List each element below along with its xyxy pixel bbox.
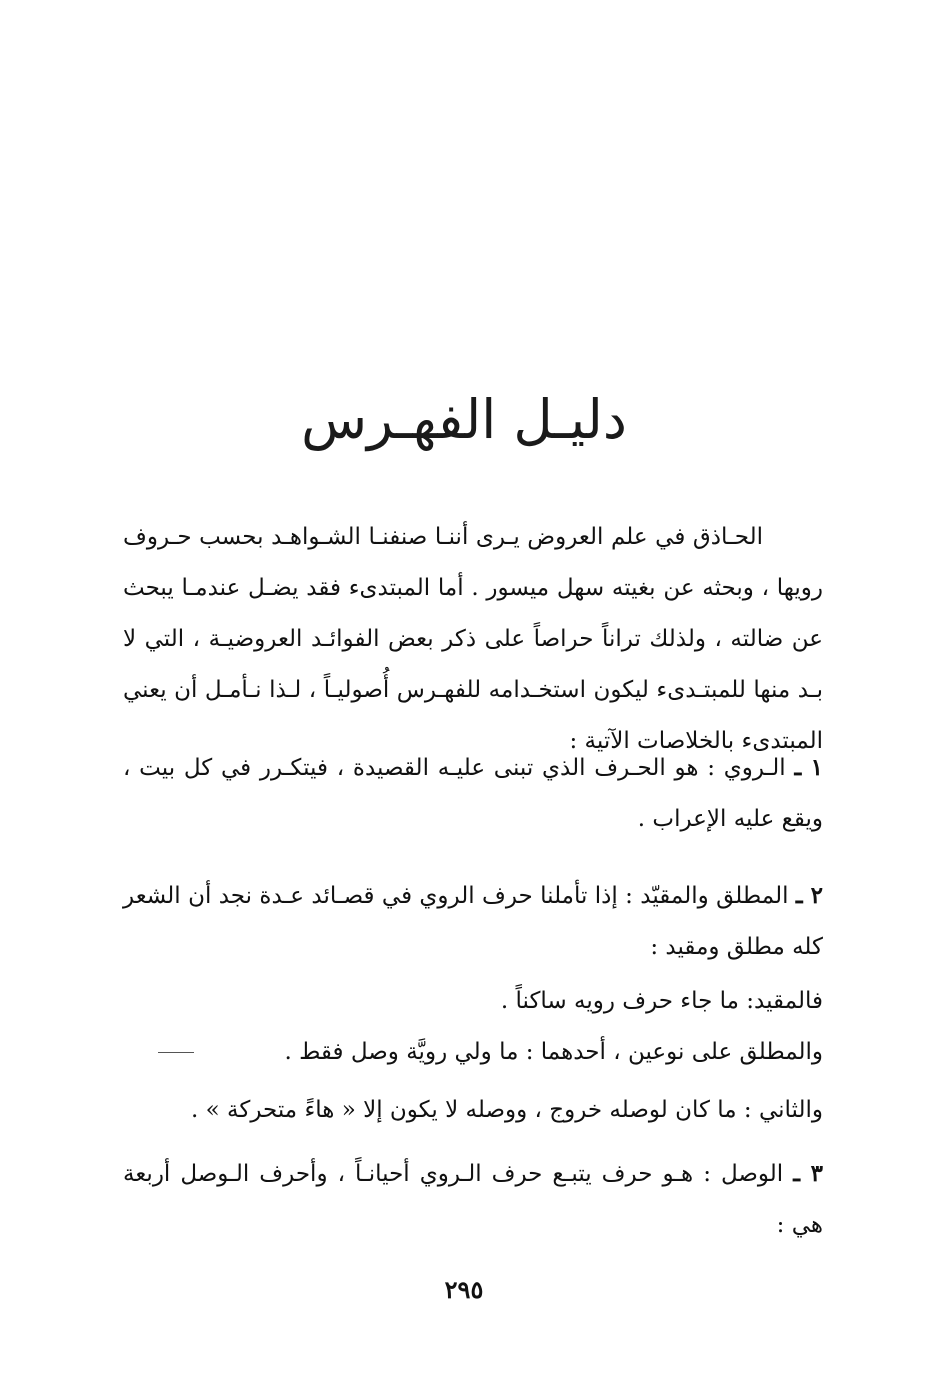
page-title: دليـل الفهـرس <box>301 388 627 451</box>
item-wasl <box>123 1148 823 1251</box>
margin-dash <box>158 1052 194 1053</box>
definition-muqayyad: فالمقيد: ما جاء حرف رويه ساكناً . <box>500 988 823 1014</box>
item-number: ٣ ـ <box>793 1160 824 1187</box>
item-mutlaq-muqayyad <box>123 870 823 973</box>
item-text: المطلق والمقيّد : إذا تأملنا حرف الروي في قصـائد عـدة نجد أن الشعر كله مطلق ومقيد : <box>123 883 823 960</box>
definition-second-type: والثاني : ما كان لوصله خروج ، ووصله لا يكون إلا « هاءً متحركة » . <box>191 1097 823 1123</box>
item-number: ٢ ـ <box>795 882 824 909</box>
item-text: الـروي : هو الحـرف الذي تبنى عليـه القصيدة ، فيتكـرر في كل بيت ، ويقع عليه الإعراب . <box>123 755 823 832</box>
page-number: ٢٩٥ <box>444 1275 484 1304</box>
definition-mutlaq: والمطلق على نوعين ، أحدهما : ما ولي رويَّة وصل فقط . <box>284 1039 823 1065</box>
item-number: ١ ـ <box>794 754 823 781</box>
item-rawi <box>123 742 823 845</box>
intro-paragraph: الحـاذق في علم العروض يـرى أننـا صنفنـا الشـواهـد بحسب حـروف رويها ، وبحثه عن بغيته سهل ميسور . أما المبتدىء فقد يضـل عندمـا يبحث عن ضالته ، ولذلك تراناً حراصاً على ذكر بعض الفوائـد العروضيـة ، التي لا بـد منها للمبتـدىء ليكون استخـدامه للفهـرس أُصوليـاً ، لـذا نـأمـل أن يعني المبتدىء بالخلاصات الآتية : <box>123 524 823 754</box>
item-text: الوصل : هـو حرف يتبـع حرف الـروي أحيانـاً ، وأحرف الـوصل أربعة هي : <box>123 1161 823 1238</box>
